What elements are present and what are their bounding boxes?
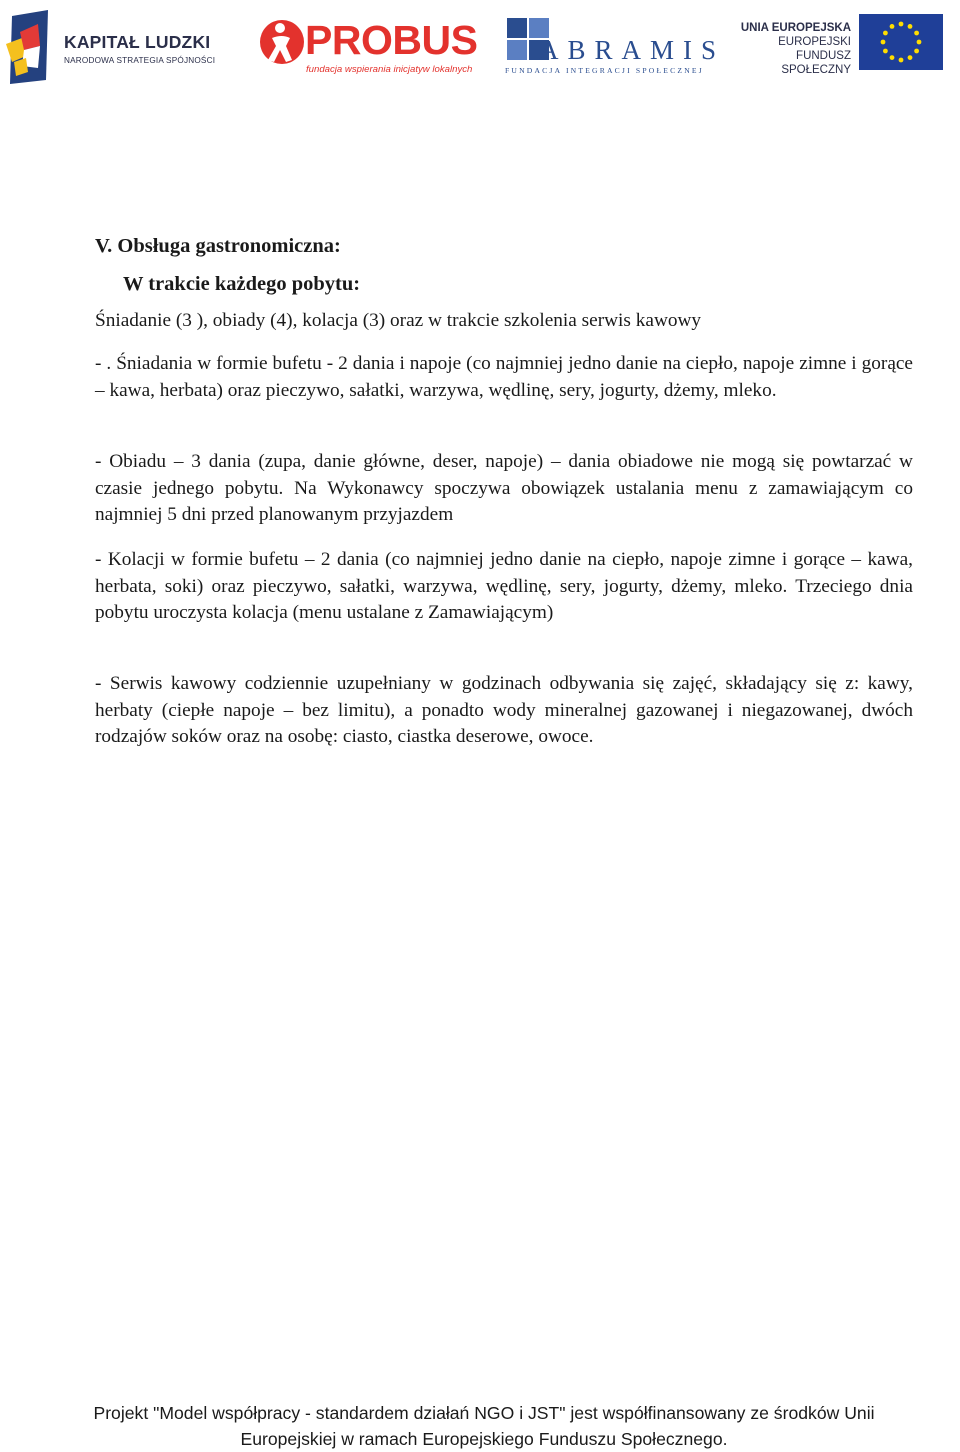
eu-line-2: EUROPEJSKI: [778, 36, 851, 48]
probus-title: PROBUS: [305, 17, 478, 63]
probus-subtitle: fundacja wspierania inicjatyw lokalnych: [306, 64, 473, 75]
footer-line-2: Europejskiej w ramach Europejskiego Funduszu Społecznego.: [240, 1429, 728, 1449]
meals-summary: Śniadanie (3 ), obiady (4), kolacja (3) oraz w trakcie szkolenia serwis kawowy: [95, 310, 702, 331]
probus-figure-icon: [258, 16, 306, 76]
abramis-subtitle: FUNDACJA INTEGRACJI SPOŁECZNEJ: [505, 66, 704, 75]
paragraph-breakfast: - . Śniadania w formie bufetu - 2 dania i napoje (co najmniej jedno danie na ciepło, napoje zimne i gorące – kawa, herbata) oraz pieczywo, sałatki, warzywa, wędlinę, sery, jogurty, dżemy, mleko.: [95, 353, 913, 401]
probus-logo: [258, 14, 478, 80]
eu-flag-icon: [859, 14, 943, 70]
section-subheading: W trakcie każdego pobytu:: [123, 273, 361, 295]
page-footer: [40, 1400, 928, 1452]
paragraph-coffee-service: - Serwis kawowy codziennie uzupełniany w godzinach odbywania się zajęć, składający się z: kawy, herbaty (ciepłe napoje – bez limitu), a ponadto wody mineralnej gazowanej i niegazowanej, dwóch rodzajów soków oraz na osobę: ciasto, ciastka deserowe, owoce.: [95, 673, 913, 747]
paragraph-lunch: - Obiadu – 3 dania (zupa, danie główne, deser, napoje) – dania obiadowe nie mogą się powtarzać w czasie jednego pobytu. Na Wykonawcy spoczywa obowiązek ustalania menu z zamawiającym co najmniej 5 dni przed planowanym przyjazdem: [95, 451, 913, 525]
eu-line-3: FUNDUSZ SPOŁECZNY: [781, 50, 851, 76]
eu-logo: [735, 14, 947, 74]
kapital-ludzki-emblem-icon: [4, 10, 54, 84]
abramis-logo: [503, 16, 726, 78]
eu-line-1: UNIA EUROPEJSKA: [740, 22, 851, 34]
kapital-ludzki-subtitle: NARODOWA STRATEGIA SPÓJNOŚCI: [64, 56, 216, 65]
footer-line-1: Projekt "Model współpracy - standardem działań NGO i JST" jest współfinansowany ze środków Unii: [93, 1403, 875, 1423]
kapital-ludzki-logo: [4, 10, 229, 84]
kapital-ludzki-title: KAPITAŁ LUDZKI: [64, 32, 211, 52]
header-logo-bar: [0, 0, 960, 100]
section-heading: V. Obsługa gastronomiczna:: [95, 235, 341, 257]
paragraph-dinner: - Kolacji w formie bufetu – 2 dania (co najmniej jedno danie na ciepło, napoje zimne i gorące – kawa, herbata, soki) oraz pieczywo, sałatki, warzywa, wędlinę, sery, jogurty, dżemy, mleko. Trzeciego dnia pobytu uroczysta kolacja (menu ustalane z Zamawiającym): [95, 549, 913, 623]
abramis-title: ABRAMIS: [539, 35, 726, 65]
